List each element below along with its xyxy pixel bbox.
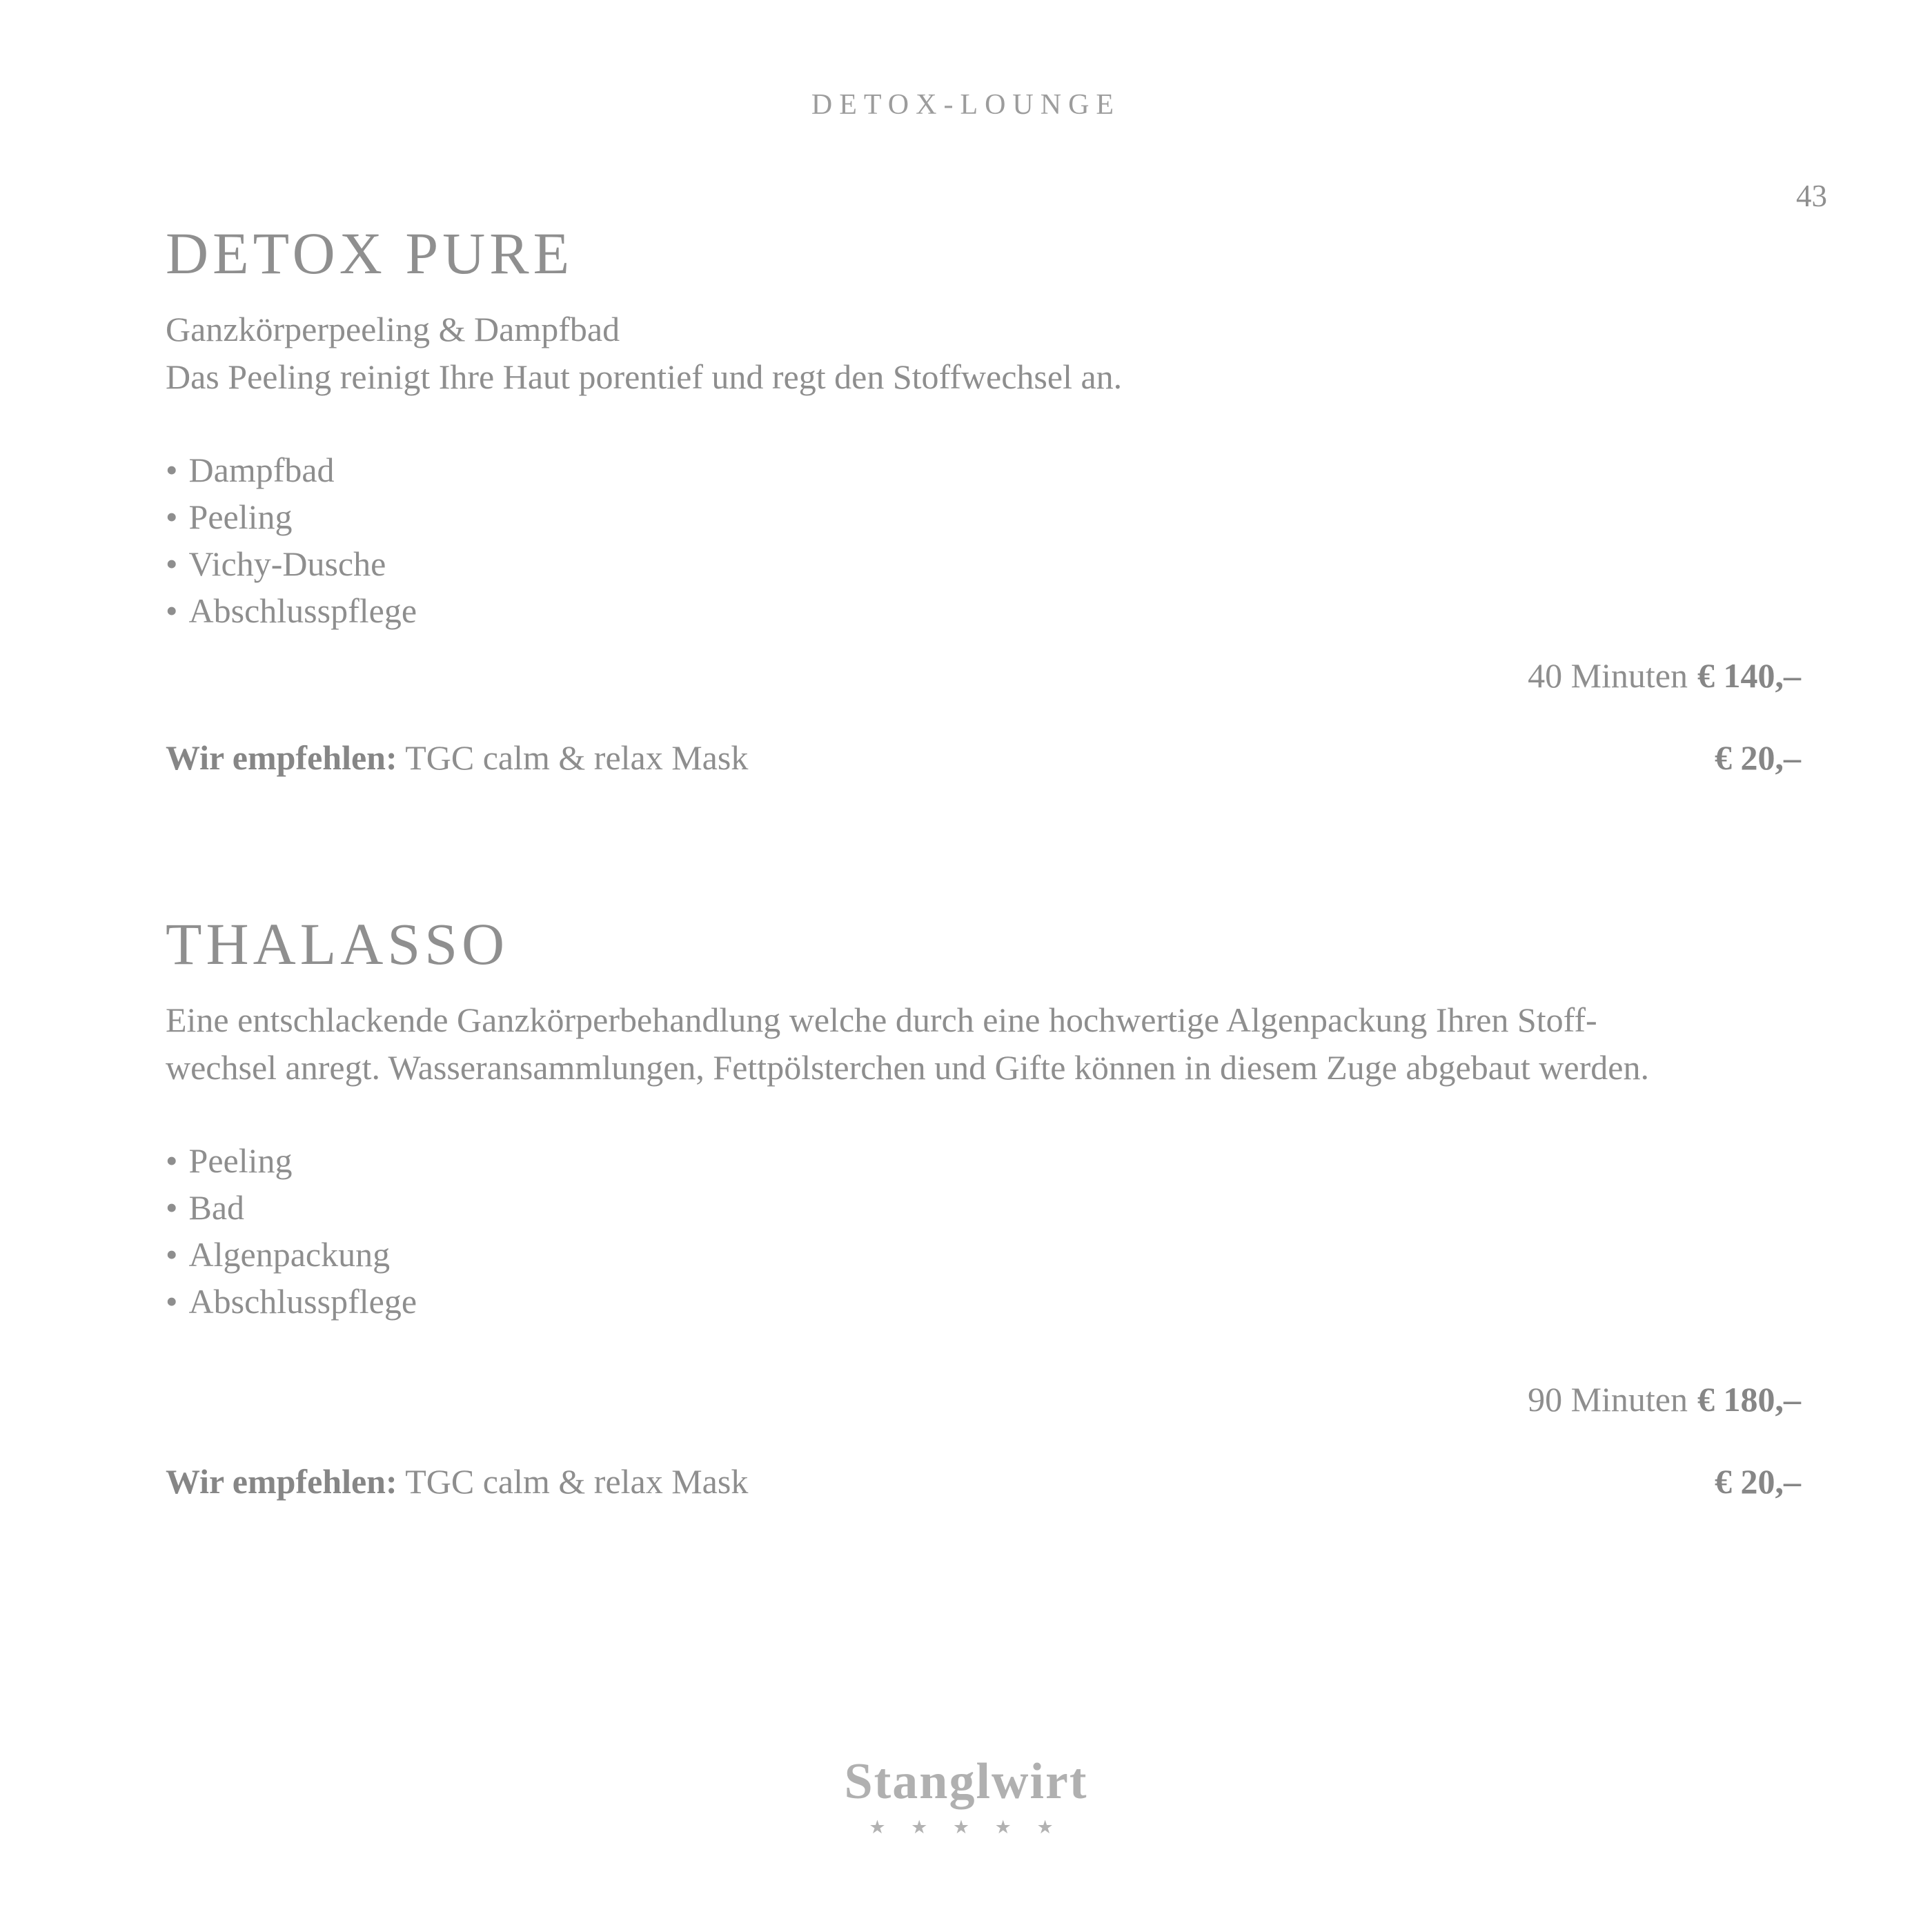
recommendation: [166, 734, 748, 782]
list-item: • Algenpackung: [166, 1231, 1801, 1278]
recommendation-price: € 20,–: [1715, 1461, 1801, 1501]
stanglwirt-logo: Stanglwirt: [844, 1753, 1088, 1810]
list-item: • Dampfbad: [166, 446, 1801, 493]
list-item: • Vichy-Dusche: [166, 540, 1801, 587]
section-description: [166, 996, 1801, 1092]
recommendation-product: TGC calm & relax Mask: [405, 1461, 749, 1501]
list-item: • Abschlusspflege: [166, 587, 1801, 634]
list-item: • Peeling: [166, 493, 1801, 540]
duration-value: 90 Minuten: [1528, 1379, 1688, 1419]
section-detox-pure: [166, 219, 1801, 782]
section-title-detox-pure: DETOX PURE: [166, 220, 574, 286]
duration-value: 40 Minuten: [1528, 656, 1688, 695]
section-title-thalasso: THALASSO: [166, 910, 509, 977]
recommendation-row: [166, 1458, 1801, 1506]
page-number: 43: [1796, 179, 1827, 213]
recommendation-row: [166, 734, 1801, 782]
description-line-1: Eine entschlackende Ganzkörperbehandlung welche durch eine hochwertige Algenpackung Ihren Stoff-: [166, 1000, 1597, 1039]
list-item: • Peeling: [166, 1137, 1801, 1184]
list-item: • Bad: [166, 1184, 1801, 1231]
price-value: € 180,–: [1697, 1379, 1801, 1419]
description-line-2: Das Peeling reinigt Ihre Haut porentief und regt den Stoffwechsel an.: [166, 357, 1123, 396]
description-line-1: Ganzkörperpeeling & Dampfbad: [166, 309, 620, 348]
description-line-2: wechsel anregt. Wasseransammlungen, Fettpölsterchen und Gifte können in diesem Zuge abgebaut werden.: [166, 1047, 1649, 1087]
menu-content: [166, 0, 1801, 1506]
treatment-steps-list: [166, 1137, 1801, 1325]
section-description: [166, 306, 1801, 401]
list-item: • Abschlusspflege: [166, 1278, 1801, 1325]
brand-footer: [0, 1753, 1932, 1838]
duration-price-line: [166, 652, 1801, 700]
recommendation-price: € 20,–: [1715, 738, 1801, 777]
section-thalasso: [166, 910, 1801, 1506]
recommendation-label: Wir empfehlen:: [166, 1461, 397, 1501]
recommendation-product: TGC calm & relax Mask: [405, 738, 749, 777]
treatment-steps-list: [166, 446, 1801, 634]
duration-price-line: [166, 1376, 1801, 1423]
recommendation: [166, 1458, 748, 1506]
recommendation-label: Wir empfehlen:: [166, 738, 397, 777]
five-stars-icon: ★ ★ ★ ★ ★: [869, 1817, 1063, 1838]
page-header-title: DETOX-LOUNGE: [811, 89, 1121, 121]
price-value: € 140,–: [1697, 656, 1801, 695]
